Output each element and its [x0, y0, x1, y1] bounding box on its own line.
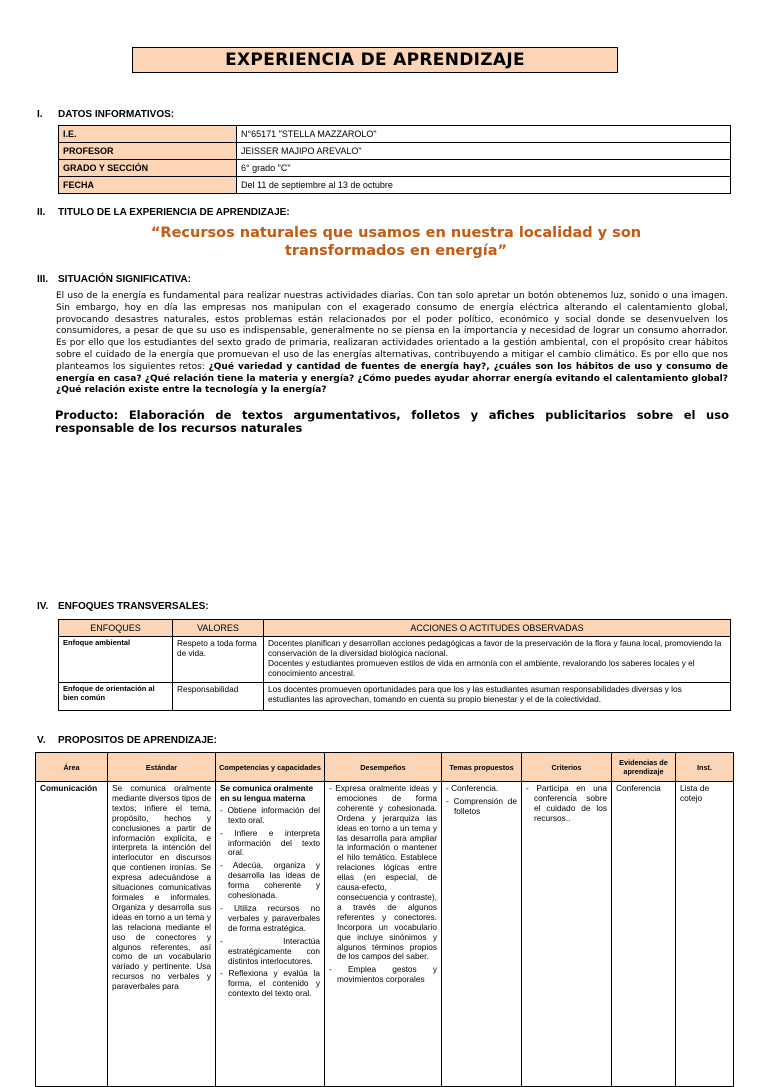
datos-label: I.E.: [59, 126, 237, 143]
section-number: IV.: [37, 601, 49, 612]
section-situacion: [37, 274, 191, 285]
situacion-text: El uso de la energía es fundamental para realizar nuestras actividades diarias. Con tan solo apretar un botón obtenemos luz, sonido o una imagen. Sin embargo, hoy en día las empresas nos manipulan con el exagerado consumo de energía eléctrica alterando el calentamiento global, provocando desastres naturales, estos problemas están relacionados por el poder político, económico y social donde se desenvuelven los consumidores, a pesar de que su uso es indispensable, generalmente no se piensa en la importancia y necesidad de lograr un consumo ahorrador. Es por ello que los estudiantes del sexto grado de primaria, realizaran actividades orientado a la gestión ambiental, con el propósito crear hábitos sobre el cuidado de la energía que promuevan el uso de las energías alternativas, contribuyendo a mitigar el cambio climático. Es por ello que nos planteamos los siguientes retos:: [56, 291, 728, 372]
document-title: EXPERIENCIA DE APRENDIZAJE: [132, 47, 618, 73]
desempenos-list: [329, 784, 437, 985]
section-label: DATOS INFORMATIVOS:: [58, 109, 175, 120]
column-header: Estándar: [108, 753, 216, 782]
list-item: - Infiere e interpreta información del texto oral.: [220, 829, 320, 859]
list-item: - Adecúa, organiza y desarrolla las ideas de forma coherente y cohesionada.: [220, 861, 320, 901]
column-header: Competencias y capacidades: [216, 753, 325, 782]
accion-text: Docentes y estudiantes promueven estilos de vida en armonía con el ambiente, revalorando los saberes locales y el conocimiento ancestral.: [268, 658, 695, 678]
list-item: - Interactúa estratégicamente con distintos interlocutores.: [220, 937, 320, 967]
datos-value: N°65171 "STELLA MAZZAROLO": [237, 126, 731, 143]
list-item: - Participa en una conferencia sobre el cuidado de los recursos..: [526, 784, 607, 824]
column-header: ACCIONES O ACTITUDES OBSERVADAS: [264, 620, 731, 637]
section-titulo: [37, 207, 290, 218]
section-label: TITULO DE LA EXPERIENCIA DE APRENDIZAJE:: [58, 207, 290, 218]
column-header: VALORES: [173, 620, 264, 637]
table-row: [59, 177, 731, 194]
table-row: [59, 637, 731, 683]
column-header: Inst.: [676, 753, 734, 782]
temas-list: [446, 784, 517, 817]
situacion-questions: ¿Qué variedad y cantidad de fuentes de energía hay?, ¿cuáles son los hábitos de uso y consumo de energía en casa? ¿Qué relación tiene la materia y energía? ¿Cómo puedes ayudar ahorrar energía evitando el calentamiento global? ¿Qué relación existe entre la tecnología y la energía?: [56, 361, 728, 396]
list-item: - Obtiene información del texto oral.: [220, 806, 320, 826]
list-item: - Expresa oralmente ideas y emociones de forma coherente y cohesionada. Ordena y jerarquiza las ideas en torno a un tema y las desarrolla para ampliar la información o mantener el hilo temático. Establece relaciones lógicas entre ellas (en especial, de causa-efecto, consecuencia y contraste), a través de algunos referentes y conectores. Incorpora un vocabulario que incluye sinónimos y algunos términos propios de los campos del saber.: [329, 784, 437, 962]
section-number: II.: [37, 207, 46, 218]
section-label: ENFOQUES TRANSVERSALES:: [58, 601, 209, 612]
list-item: - Reflexiona y evalúa la forma, el contenido y contexto del texto oral.: [220, 969, 320, 999]
list-item: - Utiliza recursos no verbales y paraverbales de forma estratégica.: [220, 904, 320, 934]
table-header-row: [36, 753, 734, 782]
table-row: [59, 143, 731, 160]
section-number: I.: [37, 109, 43, 120]
table-row: [59, 126, 731, 143]
list-item: - Comprensión de folletos: [446, 797, 517, 817]
criterios-cell: [522, 782, 612, 1087]
estandar-cell: Se comunica oralmente mediante diversos tipos de textos; infiere el tema, propósito, hechos y conclusiones a partir de información explícita, e interpreta la intención del interlocutor en discursos que contienen ironías. Se expresa adecuándose a situaciones comunicativas formales e informales. Organiza y desarrolla sus ideas en torno a un tema y las relaciona mediante el uso de conectores y algunos referentes, así como de un vocabulario variado y pertinente. Usa recursos no verbales y paraverbales para: [108, 782, 216, 1087]
propositos-table: [35, 752, 734, 1087]
criterios-list: [526, 784, 607, 824]
temas-cell: [442, 782, 522, 1087]
column-header: Desempeños: [325, 753, 442, 782]
enfoque-name: Enfoque ambiental: [59, 637, 173, 683]
table-row: [36, 782, 734, 1087]
section-enfoques: [37, 601, 209, 612]
desempenos-cell: [325, 782, 442, 1087]
enfoque-valor: Responsabilidad: [173, 683, 264, 711]
section-number: III.: [37, 274, 49, 285]
list-item: - Emplea gestos y movimientos corporales: [329, 965, 437, 985]
section-number: V.: [37, 735, 46, 746]
enfoque-valor: Respeto a toda forma de vida.: [173, 637, 264, 683]
situacion-paragraph: [56, 291, 728, 397]
section-datos-informativos: [37, 109, 174, 120]
datos-label: PROFESOR: [59, 143, 237, 160]
producto-text: Producto: Elaboración de textos argumentativos, folletos y afiches publicitarios sobre el uso responsable de los recursos naturales: [55, 408, 729, 435]
enfoque-name: Enfoque de orientación al bien común: [59, 683, 173, 711]
section-propositos: [37, 735, 217, 746]
competencia-title: Se comunica oralmente en su lengua materna: [220, 783, 314, 803]
datos-label: FECHA: [59, 177, 237, 194]
datos-label: GRADO Y SECCIÓN: [59, 160, 237, 177]
list-item: - Conferencia.: [446, 784, 517, 794]
column-header: Evidencias de aprendizaje: [612, 753, 676, 782]
datos-informativos-table: [58, 125, 731, 194]
enfoque-acciones: [264, 637, 731, 683]
enfoque-acciones: Los docentes promueven oportunidades para que los y las estudiantes asuman responsabilidades diversas y los estudiantes las aprovechan, tomando en cuenta su propio bienestar y el de la colectividad.: [264, 683, 731, 711]
capacidades-list: [220, 806, 320, 999]
section-label: SITUACIÓN SIGNIFICATIVA:: [58, 274, 191, 285]
table-row: [59, 160, 731, 177]
area-cell: Comunicación: [36, 782, 108, 1087]
datos-value: 6° grado "C": [237, 160, 731, 177]
column-header: ENFOQUES: [59, 620, 173, 637]
evidencias-cell: Conferencia: [612, 782, 676, 1087]
table-row: [59, 683, 731, 711]
column-header: Temas propuestos: [442, 753, 522, 782]
column-header: Área: [36, 753, 108, 782]
experience-title: “Recursos naturales que usamos en nuestra localidad y son transformados en energía”: [150, 225, 642, 259]
enfoques-table: [58, 619, 731, 711]
datos-value: JEISSER MAJIPO AREVALO": [237, 143, 731, 160]
competencias-cell: [216, 782, 325, 1087]
instrumento-cell: Lista de cotejo: [676, 782, 734, 1087]
datos-value: Del 11 de septiembre al 13 de octubre: [237, 177, 731, 194]
section-label: PROPOSITOS DE APRENDIZAJE:: [58, 735, 217, 746]
column-header: Criterios: [522, 753, 612, 782]
accion-text: Docentes planifican y desarrollan acciones pedagógicas a favor de la preservación de la flora y fauna local, promoviendo la conservación de la diversidad biológica nacional.: [268, 638, 722, 658]
table-header-row: [59, 620, 731, 637]
